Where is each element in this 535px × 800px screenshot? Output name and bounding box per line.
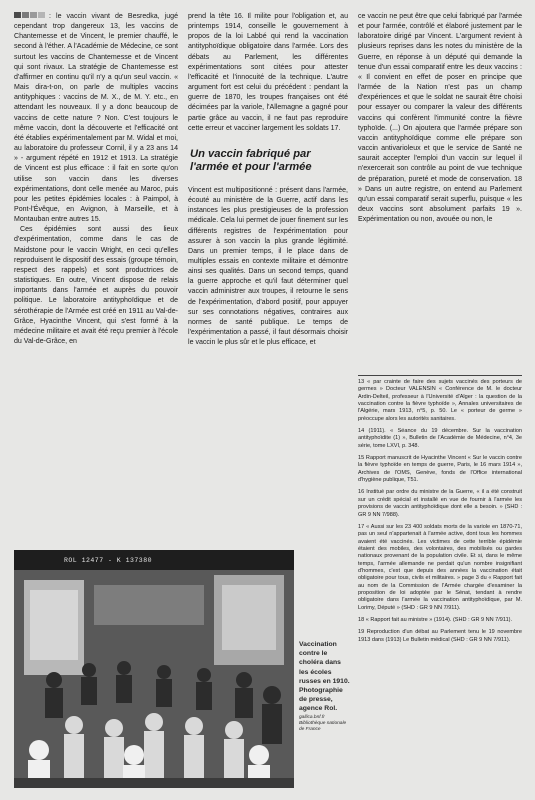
photo-image xyxy=(14,550,294,788)
paragraph: prend la tête 16. Il milite pour l'obligation et, au printemps 1914, conseille le gouvernement à propos de la loi Labbé qui rend la vaccination antityphoïdique obligatoire dans l'armée. Lors des débats au Parlement, les différentes expérimentations sont citées pour attester l'efficacité et l'innocuité de la technique. L'autre argument fort est celui du précédent : pendant la guerre de 1870, les troupes françaises ont été décimées par la variole, l'Allemagne a gagné pour partie grâce au vaccin, il ne faut pas reproduire cette erreur et vacciner largement les soldats 17. xyxy=(188,13,348,132)
caption-text: Vaccination contre le choléra dans les écoles russes en 1910. Photographie de presse, agence Rol. xyxy=(299,641,350,713)
footnote-18: 18 « Rapport fait au ministre » (1914). (SHD : GR 9 NN 7/911). xyxy=(358,616,513,623)
paragraph xyxy=(14,12,178,225)
footnote-13: 13 « par crainte de faire des sujets vaccinés des porteurs de germes » Docteur VALENSIN « Conférence de M. le docteur Ardin-Delteil, professeur à l'Université d'Alger : la question de la vaccination contre la fièvre typhoïde », Annales universitaires de l'Algérie, mars 1913, n°5, p. 50. Le « porteur de germe » préoccupe alors les autorités sanitaires. xyxy=(358,379,522,422)
paragraph: Vincent est multipositionné : présent dans l'armée, écouté au ministère de la Guerre, actif dans les instances les plus prestigieuses de la profession médicale. Cela lui permet de jouer finement sur les différents registres de l'expérimentation pour assurer à son vaccin la plus grande légitimité. Dans un premier temps, il le place dans de multiples essais en contexte militaire et démontre ainsi ses qualités. Dans un second temps, quand la guerre approche et qu'il faut déterminer quel vaccin administrer aux troupes, il retourne le sens de l'expérimentation, d'abord positif, pour appuyer sur ses connotations négatives, contraires aux normes de santé publique. Le temps de l'expérimentation a passé, il faut désormais choisir le vaccin le plus sûr et le plus efficace, et xyxy=(188,186,348,347)
section-marks-icon xyxy=(14,12,46,22)
paragraph-text: : le vaccin vivant de Besredka, jugé cependant trop dangereux 13, les vaccins de Chantemesse et de Vincent, le premier chauffé, le second à l'éther. A l'Académie de Médecine, ce sont surtout les vaccins de Chantemesse et de Vincent qui sont rivaux. La stratégie de Chantemesse est d'affirmer en continu qu'il n'y a qu'un seul vaccin. « Mais dira-t-on, on parle de multiples vaccins antityphiques : vaccins de M. X., de M. Y. etc., en attendant les nouveaux. Il y a donc beaucoup de vaccins de cette nature ? Non. C'est toujours le même vaccin, dont la découverte et l'efficacité ont été établies expérimentalement par M. Widal et moi, au laboratoire du professeur Cornil, il y a 23 ans 14 » - argument répété en 1912 et 1913. La stratégie de Vincent est plus efficace : il fait en sorte qu'on utilise son vaccin dans les diverses expérimentations, dont celle menée au Maroc, puis pour les petites épidémies locales : à Paimpol, à Pont-l'Évêque, en Avignon, à Marseille, et à Montauban entre autres 15. xyxy=(14,13,178,224)
footnote-17: 17 « Aussi sur les 23 400 soldats morts de la variole en 1870-71, pas un seul n'appartenait à l'armée active, dont tous les hommes avaient été vaccinés. Les victimes de cette terrible épidémie étaient des mobiles, des volontaires, des mobilisés ou gardes nationaux provenant de la population civile. Et si, dans le même temps, l'armée allemande ne perdait qu'un nombre insignifiant d'hommes, c'est que depuis des années la vaccination était obligatoire pour tous, civils et militaires. » page 3 du « Rapport fait au nom de la Commission de l'Armée chargée d'examiner la proposition de loi adoptée par le Sénat, tendant à rendre obligatoire dans l'armée la vaccination antityphoïdique, par M. Lorimy, Député » (SHD : GR 9 NN 7/911). xyxy=(358,523,522,611)
column-2 xyxy=(188,12,348,348)
paragraph: Ces épidémies sont aussi des lieux d'expérimentation, comme dans le cas de Maidstone pour le vaccin Wright, en ceci qu'elles reproduisent le dispositif des essais (groupe témoin, respect des rappels) et sont productrices de statistiques. En outre, Vincent dispose de relais importants dans l'armée et auprès du pouvoir politique. Le laboratoire antityphoïdique et de sérothérapie de l'Armée est créé en 1911 au Val-de-Grâce, Hyacinthe Vincent, qui s'est formé à la médecine militaire et avait été reçu premier à l'école du Val-de-Grâce, en xyxy=(14,226,178,345)
paragraph: ce vaccin ne peut être que celui fabriqué par l'armée et pour l'armée, contrôlé et élaboré justement par le laboratoire dirigé par Vincent. L'argument revient à plusieurs reprises dans les notes du ministère de la Guerre, en réponse à un député qui demande la tenue d'un essai comparatif entre les deux vaccins : « Il convient en effet de poser en principe que l'armée de la Nation n'est pas un champ d'expériences et que le soldat ne saurait être choisi pour essayer ou comparer la valeur des différents vaccins qui confèrent l'immunité contre la fièvre typhoïde. (...) On ajoutera que l'armée prépare son vaccin antityphoïdique comme elle prépare son vaccin antivarioleux et que le service de Santé ne saurait accepter l'emploi d'un vaccin sur lequel il n'exercerait son contrôle au point de vue technique de préparation, pureté et mode de conservation. 18 » Dans un autre registre, on entend au Parlement qu'un essai comparatif serait superflu, puisque « les deux vaccins sont absolument parfaits 19 ». Expérimentation ou non, avouée ou non, le xyxy=(358,13,522,224)
footnote-15: 15 Rapport manuscrit de Hyacinthe Vincent « Sur le vaccin contre la fièvre typhoïde en temps de guerre, Paris, le 16 mars 1914 », Archives de l'OMS, Genève, fonds de l'Office international d'hygiène publique, T51. xyxy=(358,455,522,484)
photo-code: ROL 12477 - K 137380 xyxy=(64,557,153,564)
footnote-14: 14 (1911). « Séance du 19 décembre. Sur la vaccination antityphoïdite (1) », Bulletin de l'Académie de Médecine, n°4, 3e série, tome LXVI, p. 348. xyxy=(358,428,522,449)
footnotes xyxy=(358,375,522,649)
column-3 xyxy=(358,12,522,225)
column-1 xyxy=(14,12,178,347)
photo-credit: gallica.bnf.fr Bibliothèque nationale de France xyxy=(299,714,347,732)
photo-caption xyxy=(299,640,351,733)
historical-photo xyxy=(14,550,294,788)
footnote-19: 19 Reproduction d'un débat au Parlement tenu le 19 novembre 1913 dans (1913) Le Bulletin médical (SHD : GR 9 NN 7/911). xyxy=(358,629,522,643)
section-heading: Un vaccin fabriqué par l'armée et pour l'armée xyxy=(190,147,312,174)
footnote-16: 16 Institué par ordre du ministre de la Guerre, « il a été construit sur un crédit spécial et installé en vue de fournir à l'armée les provisions de vaccin antityphoïdique dont elle a besoin. » (SHD : GR 9 NN 7/988). xyxy=(358,489,522,518)
